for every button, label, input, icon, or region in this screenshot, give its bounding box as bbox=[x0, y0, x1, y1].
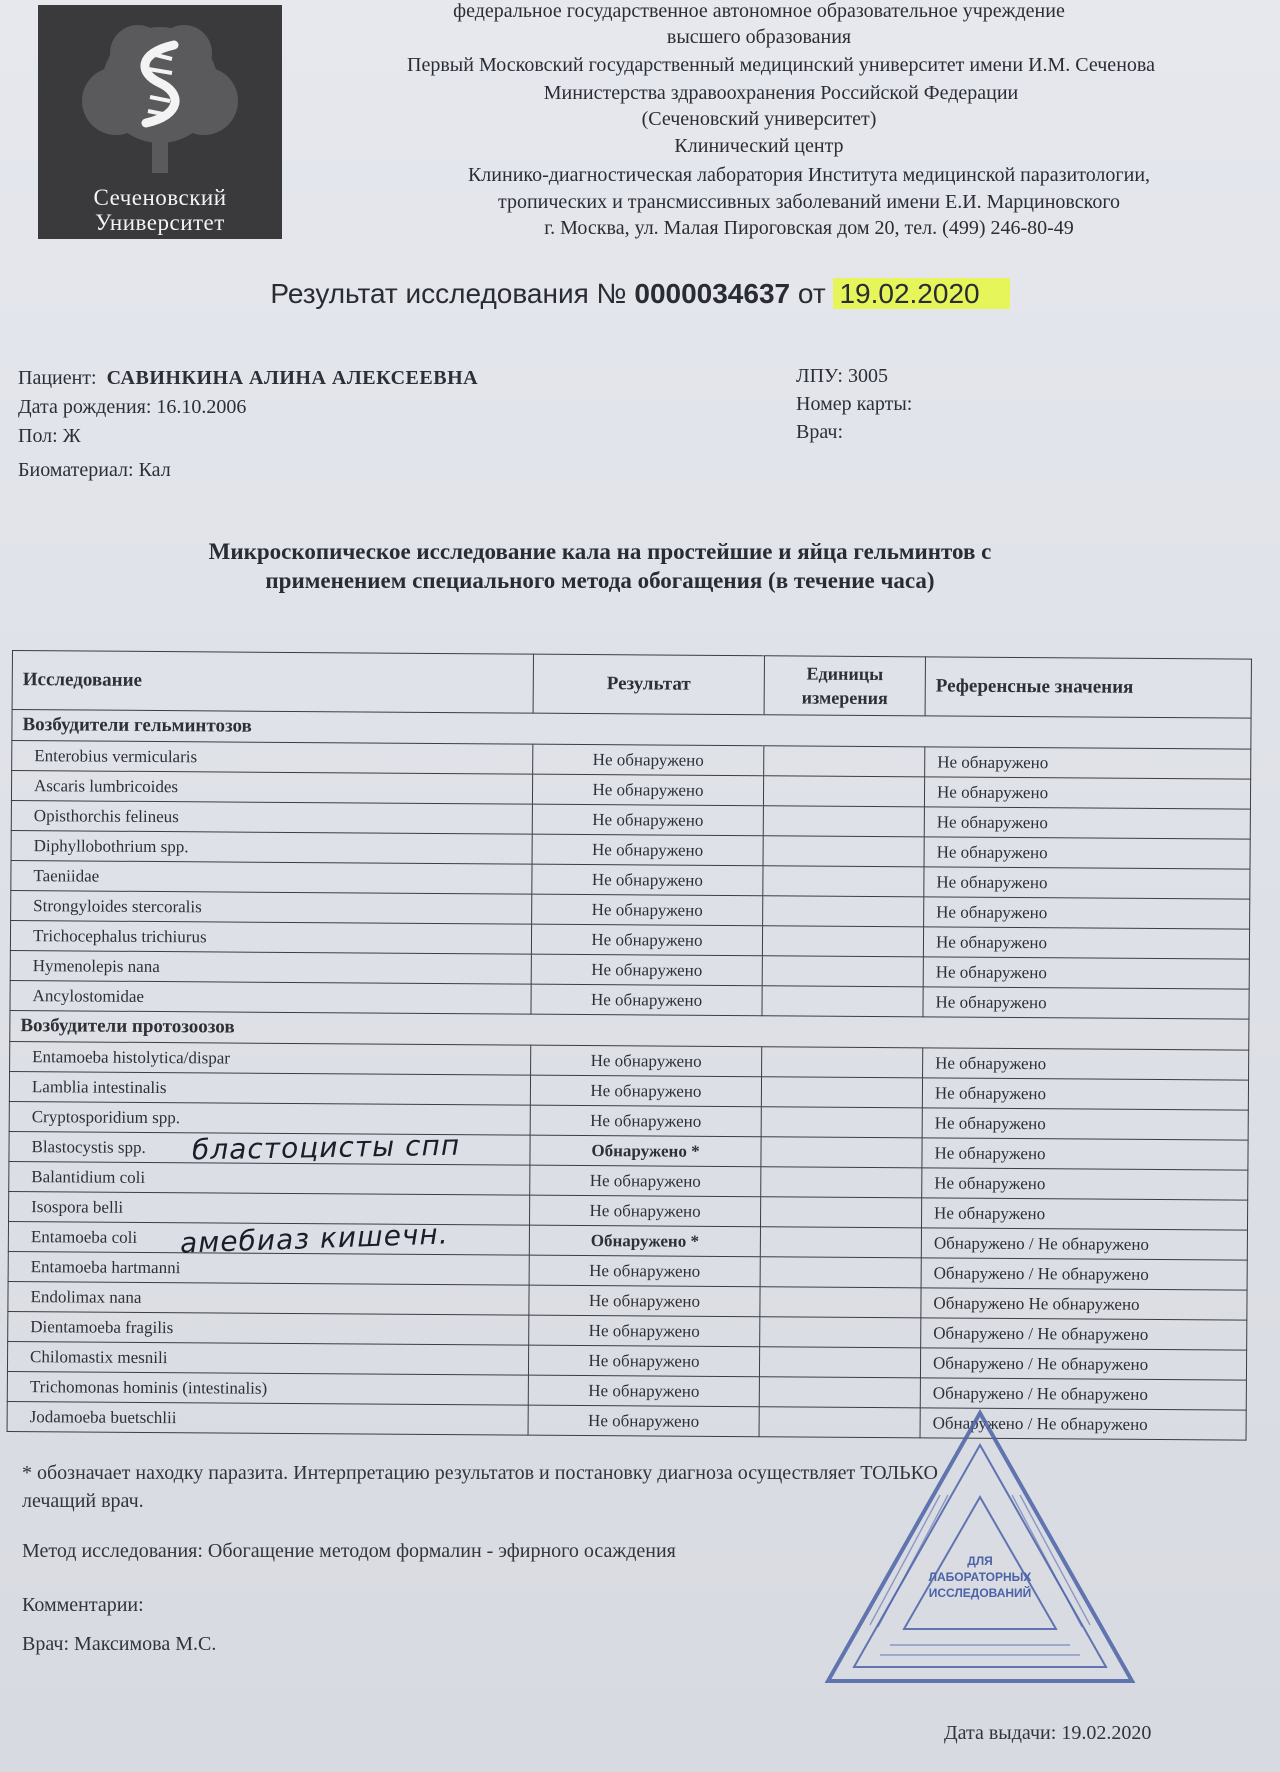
test-name: Diphyllobothrium spp. bbox=[11, 830, 532, 864]
lpu-label: ЛПУ: bbox=[796, 365, 843, 387]
test-unit bbox=[762, 1047, 923, 1078]
test-reference: Не обнаружено bbox=[923, 987, 1249, 1019]
section-title-line2: применением специального метода обогащения (в течение часа) bbox=[265, 568, 935, 593]
group-title: Возбудители протозоозов bbox=[10, 1010, 1249, 1050]
test-unit bbox=[763, 836, 924, 867]
test-reference: Обнаружено / Не обнаружено bbox=[921, 1228, 1247, 1260]
test-result: Не обнаружено bbox=[529, 1285, 760, 1317]
test-result: Не обнаружено bbox=[531, 984, 762, 1016]
stamp-text-3: ИССЛЕДОВАНИЙ bbox=[928, 1586, 1032, 1600]
header-line-6: Клинический центр bbox=[674, 135, 844, 157]
test-name: Blastocystis spp. bbox=[9, 1131, 530, 1165]
test-name: Ascaris lumbricoides bbox=[11, 771, 532, 805]
stamp-text-1: ДЛЯ bbox=[967, 1554, 993, 1568]
test-reference: Не обнаружено bbox=[922, 1078, 1248, 1110]
test-result: Не обнаружено bbox=[532, 804, 763, 836]
test-result: Обнаружено * bbox=[529, 1225, 760, 1257]
title-prefix: Результат исследования № bbox=[270, 278, 627, 309]
biomaterial-value: Кал bbox=[138, 459, 171, 481]
test-result: Не обнаружено bbox=[530, 1105, 761, 1137]
results-table bbox=[7, 650, 1252, 1441]
header-line-4: Министерства здравоохранения Российской Федерации bbox=[543, 82, 1019, 104]
group-title: Возбудители гельминтозов bbox=[12, 710, 1251, 750]
test-name: Enterobius vermicularis bbox=[12, 741, 533, 775]
lpu-row bbox=[796, 365, 888, 388]
title-from: от bbox=[797, 278, 826, 309]
test-unit bbox=[762, 986, 923, 1017]
test-reference: Не обнаружено bbox=[924, 807, 1250, 839]
test-result: Не обнаружено bbox=[531, 1045, 762, 1077]
test-unit bbox=[763, 776, 924, 807]
sex-row bbox=[18, 425, 81, 448]
patient-name: САВИНКИНА АЛИНА АЛЕКСЕЕВНА bbox=[106, 367, 479, 389]
lpu-value: 3005 bbox=[847, 365, 888, 387]
test-name: Cryptosporidium spp. bbox=[9, 1101, 530, 1135]
test-result: Не обнаружено bbox=[531, 924, 762, 956]
handwritten-note-2: амебиаз кишечн. bbox=[179, 1217, 450, 1260]
university-logo bbox=[38, 5, 282, 239]
test-name: Jodamoeba buetschlii bbox=[7, 1401, 528, 1435]
test-result: Не обнаружено bbox=[529, 1315, 760, 1347]
logo-text-line1: Сеченовский bbox=[93, 185, 227, 210]
dob-value: 16.10.2006 bbox=[156, 396, 247, 418]
test-result: Не обнаружено bbox=[530, 1075, 761, 1107]
test-unit bbox=[761, 1107, 922, 1138]
test-result: Не обнаружено bbox=[529, 1195, 760, 1227]
table-header-row bbox=[12, 651, 1251, 719]
test-reference: Не обнаружено bbox=[924, 837, 1250, 869]
test-unit bbox=[760, 1197, 921, 1228]
test-result: Не обнаружено bbox=[532, 894, 763, 926]
logo-text-line2: Университет bbox=[95, 210, 225, 235]
test-unit bbox=[760, 1257, 921, 1288]
test-reference: Не обнаружено bbox=[924, 867, 1250, 899]
result-number: 0000034637 bbox=[634, 278, 791, 309]
doctor-signature: Врач: Максимова М.С. bbox=[22, 1633, 217, 1655]
test-unit bbox=[760, 1317, 921, 1348]
sex-value: Ж bbox=[62, 425, 81, 447]
header-line-2: высшего образования bbox=[666, 26, 852, 48]
header-ref: Референсные значения bbox=[925, 657, 1251, 718]
dob-row bbox=[18, 396, 246, 419]
header-result: Результат bbox=[533, 654, 764, 715]
comments-label: Комментарии: bbox=[22, 1594, 144, 1616]
test-name: Balantidium coli bbox=[9, 1161, 530, 1195]
test-result: Не обнаружено bbox=[528, 1375, 759, 1407]
test-unit bbox=[761, 1077, 922, 1108]
test-unit bbox=[761, 1137, 922, 1168]
test-name: Hymenolepis nana bbox=[10, 950, 531, 984]
header-unit bbox=[764, 656, 925, 716]
test-name: Trichomonas hominis (intestinalis) bbox=[7, 1371, 528, 1405]
test-result: Не обнаружено bbox=[532, 834, 763, 866]
footnote-line2: лечащий врач. bbox=[22, 1490, 144, 1512]
doctor-label: Врач: bbox=[796, 421, 844, 443]
method-text: Метод исследования: Обогащение методом формалин - эфирного осаждения bbox=[22, 1540, 676, 1562]
test-unit bbox=[764, 746, 925, 777]
test-reference: Обнаружено / Не обнаружено bbox=[920, 1378, 1246, 1410]
test-result: Не обнаружено bbox=[530, 1165, 761, 1197]
test-unit bbox=[759, 1347, 920, 1378]
test-reference: Не обнаружено bbox=[922, 1168, 1248, 1200]
test-name: Ancylostomidae bbox=[10, 980, 531, 1014]
test-result: Не обнаружено bbox=[529, 1255, 760, 1287]
test-reference: Не обнаружено bbox=[923, 957, 1249, 989]
header-line-7: Клинико-диагностическая лаборатория Института медицинской паразитологии, bbox=[467, 164, 1151, 186]
test-name: Chilomastix mesnili bbox=[7, 1341, 528, 1375]
test-unit bbox=[763, 896, 924, 927]
test-name: Lamblia intestinalis bbox=[9, 1071, 530, 1105]
test-name: Taeniidae bbox=[11, 860, 532, 894]
test-result: Не обнаружено bbox=[528, 1405, 759, 1437]
test-result: Не обнаружено bbox=[532, 864, 763, 896]
header-line-3: Первый Московский государственный медицинский университет имени И.М. Сеченова bbox=[407, 54, 1155, 76]
patient-label: Пациент: bbox=[18, 367, 97, 389]
stamp-text-2: ЛАБОРАТОРНЫХ bbox=[928, 1570, 1032, 1584]
test-name: Isospora belli bbox=[9, 1191, 530, 1225]
test-unit bbox=[762, 926, 923, 957]
test-name: Entamoeba histolytica/dispar bbox=[10, 1041, 531, 1075]
test-reference: Обнаружено / Не обнаружено bbox=[920, 1408, 1246, 1440]
header-line-1: федеральное государственное автономное образовательное учреждение bbox=[453, 0, 1065, 22]
test-result: Не обнаружено bbox=[528, 1345, 759, 1377]
laboratory-stamp bbox=[820, 1405, 1140, 1695]
test-result: Обнаружено * bbox=[530, 1135, 761, 1167]
test-result: Не обнаружено bbox=[532, 774, 763, 806]
test-reference: Не обнаружено bbox=[924, 897, 1250, 929]
card-label: Номер карты: bbox=[796, 393, 913, 415]
test-unit bbox=[761, 1167, 922, 1198]
patient-row bbox=[18, 367, 478, 390]
test-unit bbox=[760, 1287, 921, 1318]
dob-label: Дата рождения: bbox=[18, 396, 152, 418]
test-reference: Обнаружено / Не обнаружено bbox=[921, 1258, 1247, 1290]
test-unit bbox=[759, 1377, 920, 1408]
test-unit bbox=[762, 956, 923, 987]
test-reference: Обнаружено / Не обнаружено bbox=[920, 1348, 1246, 1380]
test-unit bbox=[760, 1227, 921, 1258]
test-name: Trichocephalus trichiurus bbox=[10, 920, 531, 954]
result-date: 19.02.2020 bbox=[833, 278, 1009, 309]
test-name: Strongyloides stercoralis bbox=[11, 890, 532, 924]
header-line-8: тропических и трансмиссивных заболеваний имени Е.И. Марциновского bbox=[497, 191, 1121, 213]
test-name: Endolimax nana bbox=[8, 1281, 529, 1315]
result-title bbox=[0, 278, 1280, 310]
header-line-9: г. Москва, ул. Малая Пироговская дом 20, тел. (499) 246-80-49 bbox=[544, 217, 1074, 239]
section-title-line1: Микроскопическое исследование кала на простейшие и яйца гельминтов с bbox=[208, 539, 992, 564]
test-reference: Не обнаружено bbox=[923, 1048, 1249, 1080]
issue-date: Дата выдачи: 19.02.2020 bbox=[944, 1722, 1152, 1744]
test-name: Dientamoeba fragilis bbox=[8, 1311, 529, 1345]
test-reference: Обнаружено / Не обнаружено bbox=[921, 1318, 1247, 1350]
footnote-line1: * обозначает находку паразита. Интерпретацию результатов и постановку диагноза осуществляет ТОЛЬКО bbox=[22, 1462, 938, 1484]
test-name: Entamoeba coli bbox=[8, 1221, 529, 1255]
test-reference: Не обнаружено bbox=[923, 927, 1249, 959]
test-reference: Не обнаружено bbox=[922, 1108, 1248, 1140]
test-unit bbox=[763, 866, 924, 897]
test-result: Не обнаружено bbox=[531, 954, 762, 986]
test-name: Entamoeba hartmanni bbox=[8, 1251, 529, 1285]
test-reference: Не обнаружено bbox=[925, 747, 1251, 779]
tree-dna-icon bbox=[78, 23, 242, 173]
handwritten-note-1: бластоцисты спп bbox=[191, 1128, 461, 1167]
header-name: Исследование bbox=[12, 651, 533, 714]
header-line-5: (Сеченовский университет) bbox=[641, 108, 877, 130]
test-unit bbox=[763, 806, 924, 837]
test-reference: Не обнаружено bbox=[922, 1138, 1248, 1170]
test-reference: Не обнаружено bbox=[924, 777, 1250, 809]
test-reference: Не обнаружено bbox=[921, 1198, 1247, 1230]
test-reference: Обнаружено Не обнаружено bbox=[921, 1288, 1247, 1320]
test-result: Не обнаружено bbox=[533, 744, 764, 776]
biomaterial-label: Биоматериал: bbox=[18, 459, 134, 481]
sex-label: Пол: bbox=[18, 425, 58, 447]
biomaterial-row bbox=[18, 459, 171, 482]
test-name: Opisthorchis felineus bbox=[11, 800, 532, 834]
header-unit-line2: измерения bbox=[801, 687, 888, 709]
header-unit-line1: Единицы bbox=[806, 663, 884, 685]
